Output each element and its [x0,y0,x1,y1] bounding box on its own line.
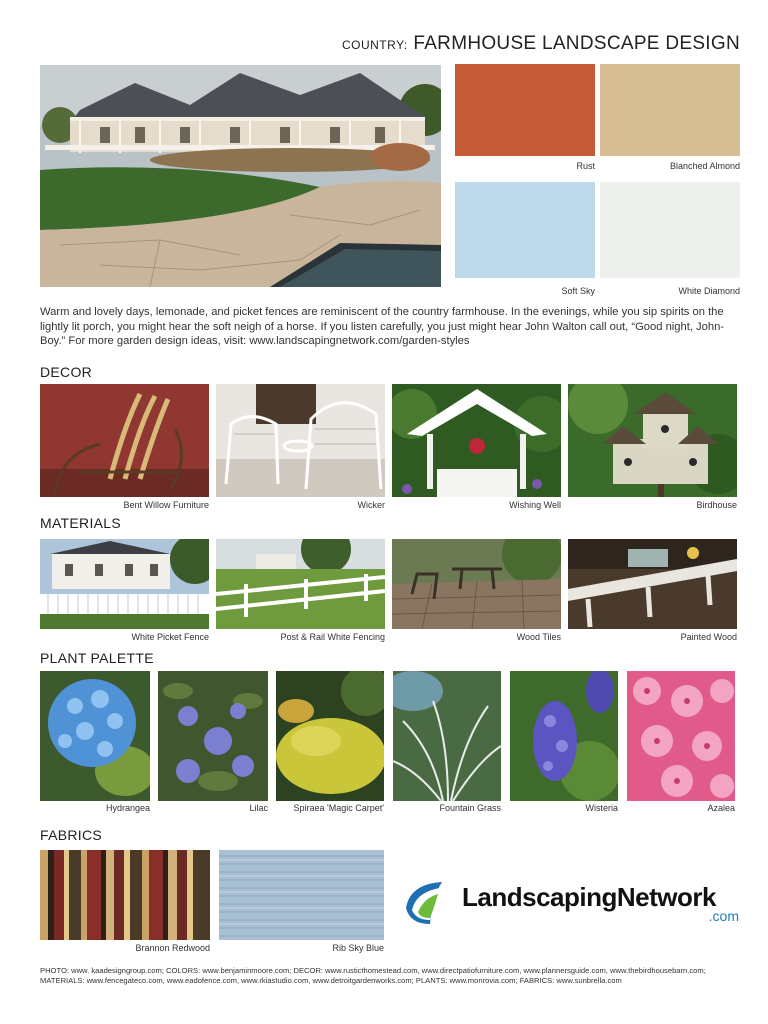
logo-dotcom: .com [708,908,739,924]
materials-photo-wood-tiles [392,539,561,629]
white-diamond-chip [600,182,740,278]
decor-caption: Birdhouse [696,500,737,510]
section-heading-decor: DECOR [40,364,93,380]
page-title [342,33,740,55]
hero-farmhouse-photo [40,65,441,287]
landscaping-network-logo[interactable] [402,876,747,932]
swatch-label: White Diamond [678,286,740,296]
blanched-almond-chip [600,64,740,156]
color-swatch-rust [455,62,595,174]
photo-credits: PHOTO: www. kaadesigngroup.com; COLORS: www.benjaminmoore.com; DECOR: www.rusticthomestead.com, www.directpatiofurniture.com, www.plannersguide.com, www.thebirdhousebarn.com; MATERIALS: www.fencegateco.com, www.eadofence.com, www.rkiastudio.com, www.detroitgardenworks.com; PLANTS: www.monrovia.com; FABRICS: www.sunbrella.com [40,966,706,986]
swatch-label: Rust [576,161,595,171]
fabric-swatch-brannon-redwood [40,850,210,940]
color-swatch-white-diamond [600,182,740,298]
plant-photo-fountain-grass [393,671,501,801]
section-heading-fabrics: FABRICS [40,827,103,843]
plant-caption: Spiraea 'Magic Carpet' [293,803,384,813]
decor-photo-wishing-well [392,384,561,497]
leaf-logo-icon [402,878,458,930]
plant-caption: Lilac [249,803,268,813]
decor-photo-birdhouse [568,384,737,497]
color-swatch-blanched-almond [600,62,740,174]
decor-photo-wicker [216,384,385,497]
swatch-label: Soft Sky [561,286,595,296]
materials-caption: Painted Wood [680,632,737,642]
color-swatch-soft-sky [455,182,595,298]
plant-caption: Wisteria [585,803,618,813]
materials-caption: White Picket Fence [131,632,209,642]
intro-text: Warm and lovely days, lemonade, and picket fences are reminiscent of the country farmhouse. In the evenings, while you sip spirits on the lightly lit porch, you might hear the soft neigh of a horse. If you listen carefully, you just might hear John Walton call out, “Good night, John-Boy.” For more garden design ideas, visit: www.landscapingnetwork.com/garden-styles [40,306,725,347]
fabric-swatch-rib-sky-blue [219,850,384,940]
decor-caption: Wishing Well [509,500,561,510]
decor-caption: Bent Willow Furniture [123,500,209,510]
plant-photo-hydrangea [40,671,150,801]
section-heading-plant-palette: PLANT PALETTE [40,650,154,666]
materials-caption: Post & Rail White Fencing [280,632,385,642]
swatch-label: Blanched Almond [669,161,740,171]
plant-caption: Azalea [707,803,735,813]
title-main: FARMHOUSE LANDSCAPE DESIGN [413,33,740,54]
plant-photo-azalea [627,671,735,801]
title-prefix: COUNTRY: [341,38,408,52]
rust-chip [455,64,595,156]
soft-sky-chip [455,182,595,278]
plant-caption: Hydrangea [105,803,150,813]
plant-photo-wisteria [510,671,618,801]
plant-caption: Fountain Grass [439,803,501,813]
fabric-caption: Brannon Redwood [135,943,210,953]
plant-photo-spiraea [276,671,384,801]
logo-wordmark: LandscapingNetwork [462,882,716,912]
decor-photo-bent-willow [40,384,209,497]
plant-photo-lilac [158,671,268,801]
decor-caption: Wicker [357,500,385,510]
fabric-caption: Rib Sky Blue [332,943,384,953]
materials-photo-post-rail-fence [216,539,385,629]
materials-photo-white-picket-fence [40,539,209,629]
section-heading-materials: MATERIALS [40,515,122,531]
materials-photo-painted-wood [568,539,737,629]
materials-caption: Wood Tiles [516,632,561,642]
